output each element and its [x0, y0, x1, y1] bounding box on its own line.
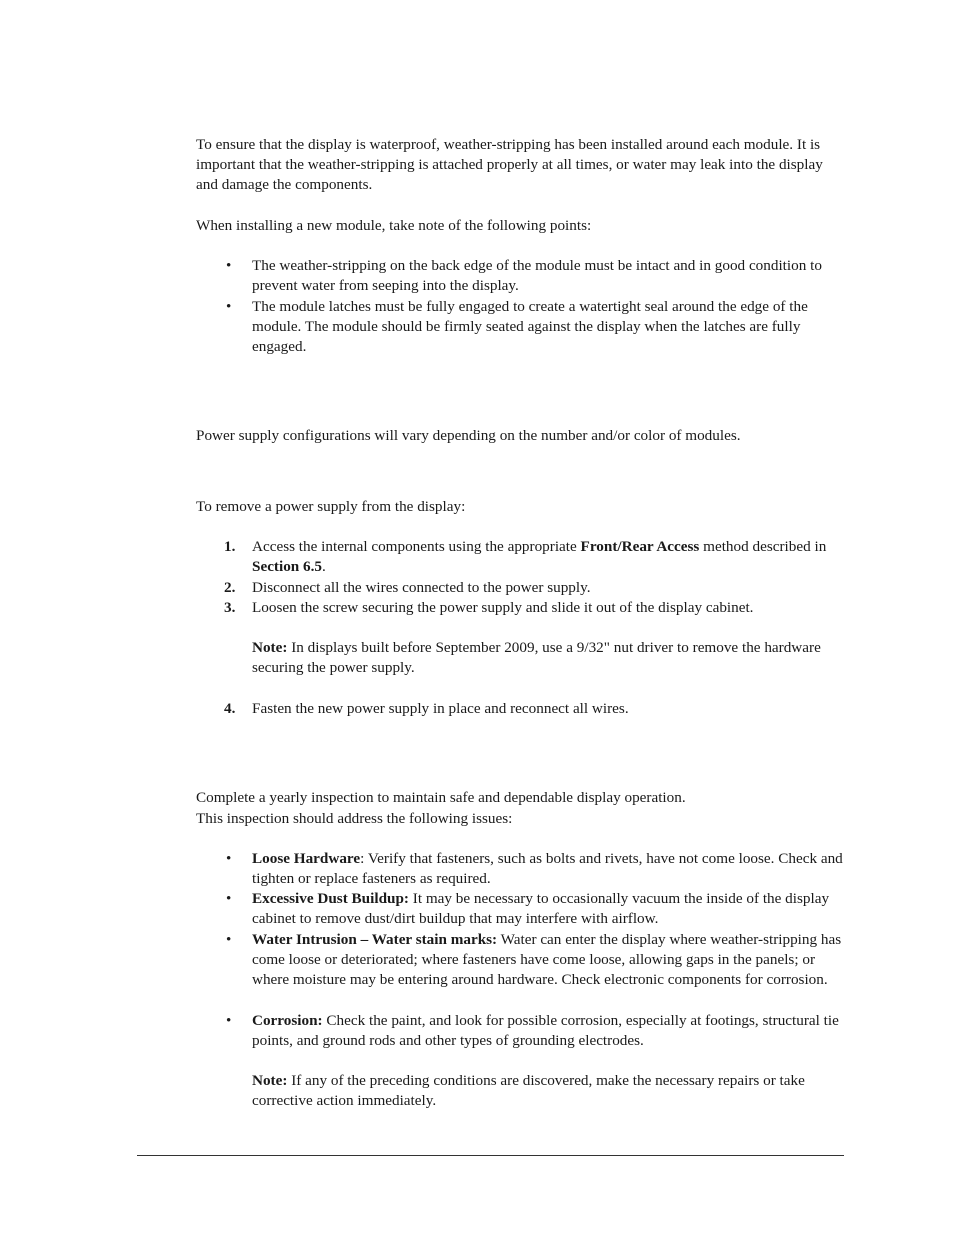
inspection-bullet-item [196, 1011, 846, 1051]
note-label: Note: [252, 1072, 288, 1089]
power-step-text: Disconnect all the wires connected to the power supply. [252, 579, 591, 596]
inspection-bullet-body: : Verify that fasteners, such as bolts and rivets, have not come loose. Check and tighten or replace fasteners as required. [252, 850, 843, 888]
bullet-marker: • [226, 257, 232, 274]
inspection-bullet-item [196, 930, 846, 991]
inspection-bullet-text [252, 889, 846, 929]
inspection-note [196, 1071, 846, 1111]
note-body: In displays built before September 2009, use a 9/32" nut driver to remove the hardware securing the power supply. [252, 639, 821, 677]
power-intro-paragraph: Power supply configurations will vary depending on the number and/or color of modules. [196, 427, 741, 444]
footer-rule [137, 1155, 844, 1156]
inspection-bullet-label: Water Intrusion – Water stain marks: [252, 931, 498, 948]
inspection-intro-line: This inspection should address the following issues: [196, 810, 513, 827]
step-number: 4. [224, 700, 236, 717]
power-step-item [196, 578, 846, 598]
power-step-item [196, 598, 846, 618]
weather-bullet-item [196, 297, 846, 358]
inspection-bullet-label: Excessive Dust Buildup: [252, 890, 409, 907]
step-number: 3. [224, 599, 236, 616]
bullet-marker: • [226, 850, 232, 867]
note-body: If any of the preceding conditions are discovered, make the necessary repairs or take corrective action immediately. [252, 1072, 805, 1110]
inspection-bullet-label: Corrosion: [252, 1012, 323, 1029]
front-rear-access-term: Front/Rear Access [580, 538, 700, 555]
power-step-text: Loosen the screw securing the power supply and slide it out of the display cabinet. [252, 599, 754, 616]
weather-bullet-text: The weather-stripping on the back edge of the module must be intact and in good condition to prevent water from seeping into the display. [252, 257, 822, 295]
inspection-bullet-body: Check the paint, and look for possible corrosion, especially at footings, structural tie points, and ground rods and other types of grounding electrodes. [252, 1012, 839, 1050]
bullet-marker: • [226, 1012, 232, 1029]
note-label: Note: [252, 639, 288, 656]
inspection-bullet-label: Loose Hardware [252, 850, 361, 867]
inspection-bullet-item [196, 889, 846, 929]
inspection-bullet-body: It may be necessary to occasionally vacuum the inside of the display cabinet to remove dust/dirt buildup that may interfere with airflow. [252, 890, 830, 928]
step-text-segment: method described in [699, 538, 827, 555]
step-text-segment: Access the internal components using the appropriate [252, 538, 581, 555]
inspection-bullet-item [196, 849, 846, 889]
inspection-intro-line: Complete a yearly inspection to maintain safe and dependable display operation. [196, 789, 686, 806]
weather-bullet-text: The module latches must be fully engaged to create a watertight seal around the edge of the module. The module should be firmly seated against the display when the latches are fully engaged. [252, 298, 808, 356]
power-step-item [196, 699, 846, 719]
inspection-bullet-text [252, 1011, 846, 1051]
power-note-text [252, 638, 846, 678]
power-lead-paragraph: To remove a power supply from the display: [196, 498, 466, 515]
inspection-bullet-body: Water can enter the display where weather-stripping has come loose or deteriorated; where fasteners have come loose, allowing gaps in the panels; or where moisture may be entering around hardware. Check electronic components for corrosion. [252, 931, 842, 989]
power-step-text [252, 537, 846, 577]
weather-lead-paragraph: When installing a new module, take note of the following points: [196, 217, 592, 234]
step-number: 1. [224, 538, 236, 555]
step-text-segment: . [322, 558, 326, 576]
inspection-bullet-text [252, 849, 846, 889]
weather-intro-paragraph: To ensure that the display is waterproof, weather-stripping has been installed around each module. It is important that the weather-stripping is attached properly at all times, or water may leak into the display and damage the components. [196, 136, 823, 194]
section-reference: Section 6.5 [252, 558, 323, 576]
power-step-text: Fasten the new power supply in place and reconnect all wires. [252, 700, 629, 717]
power-note [196, 638, 846, 678]
step-number: 2. [224, 579, 236, 596]
power-step-item [196, 537, 846, 577]
weather-bullet-item [196, 256, 846, 296]
inspection-note-text [252, 1071, 846, 1111]
bullet-marker: • [226, 890, 232, 907]
inspection-bullet-text [252, 930, 846, 991]
bullet-marker: • [226, 931, 232, 948]
bullet-marker: • [226, 298, 232, 315]
